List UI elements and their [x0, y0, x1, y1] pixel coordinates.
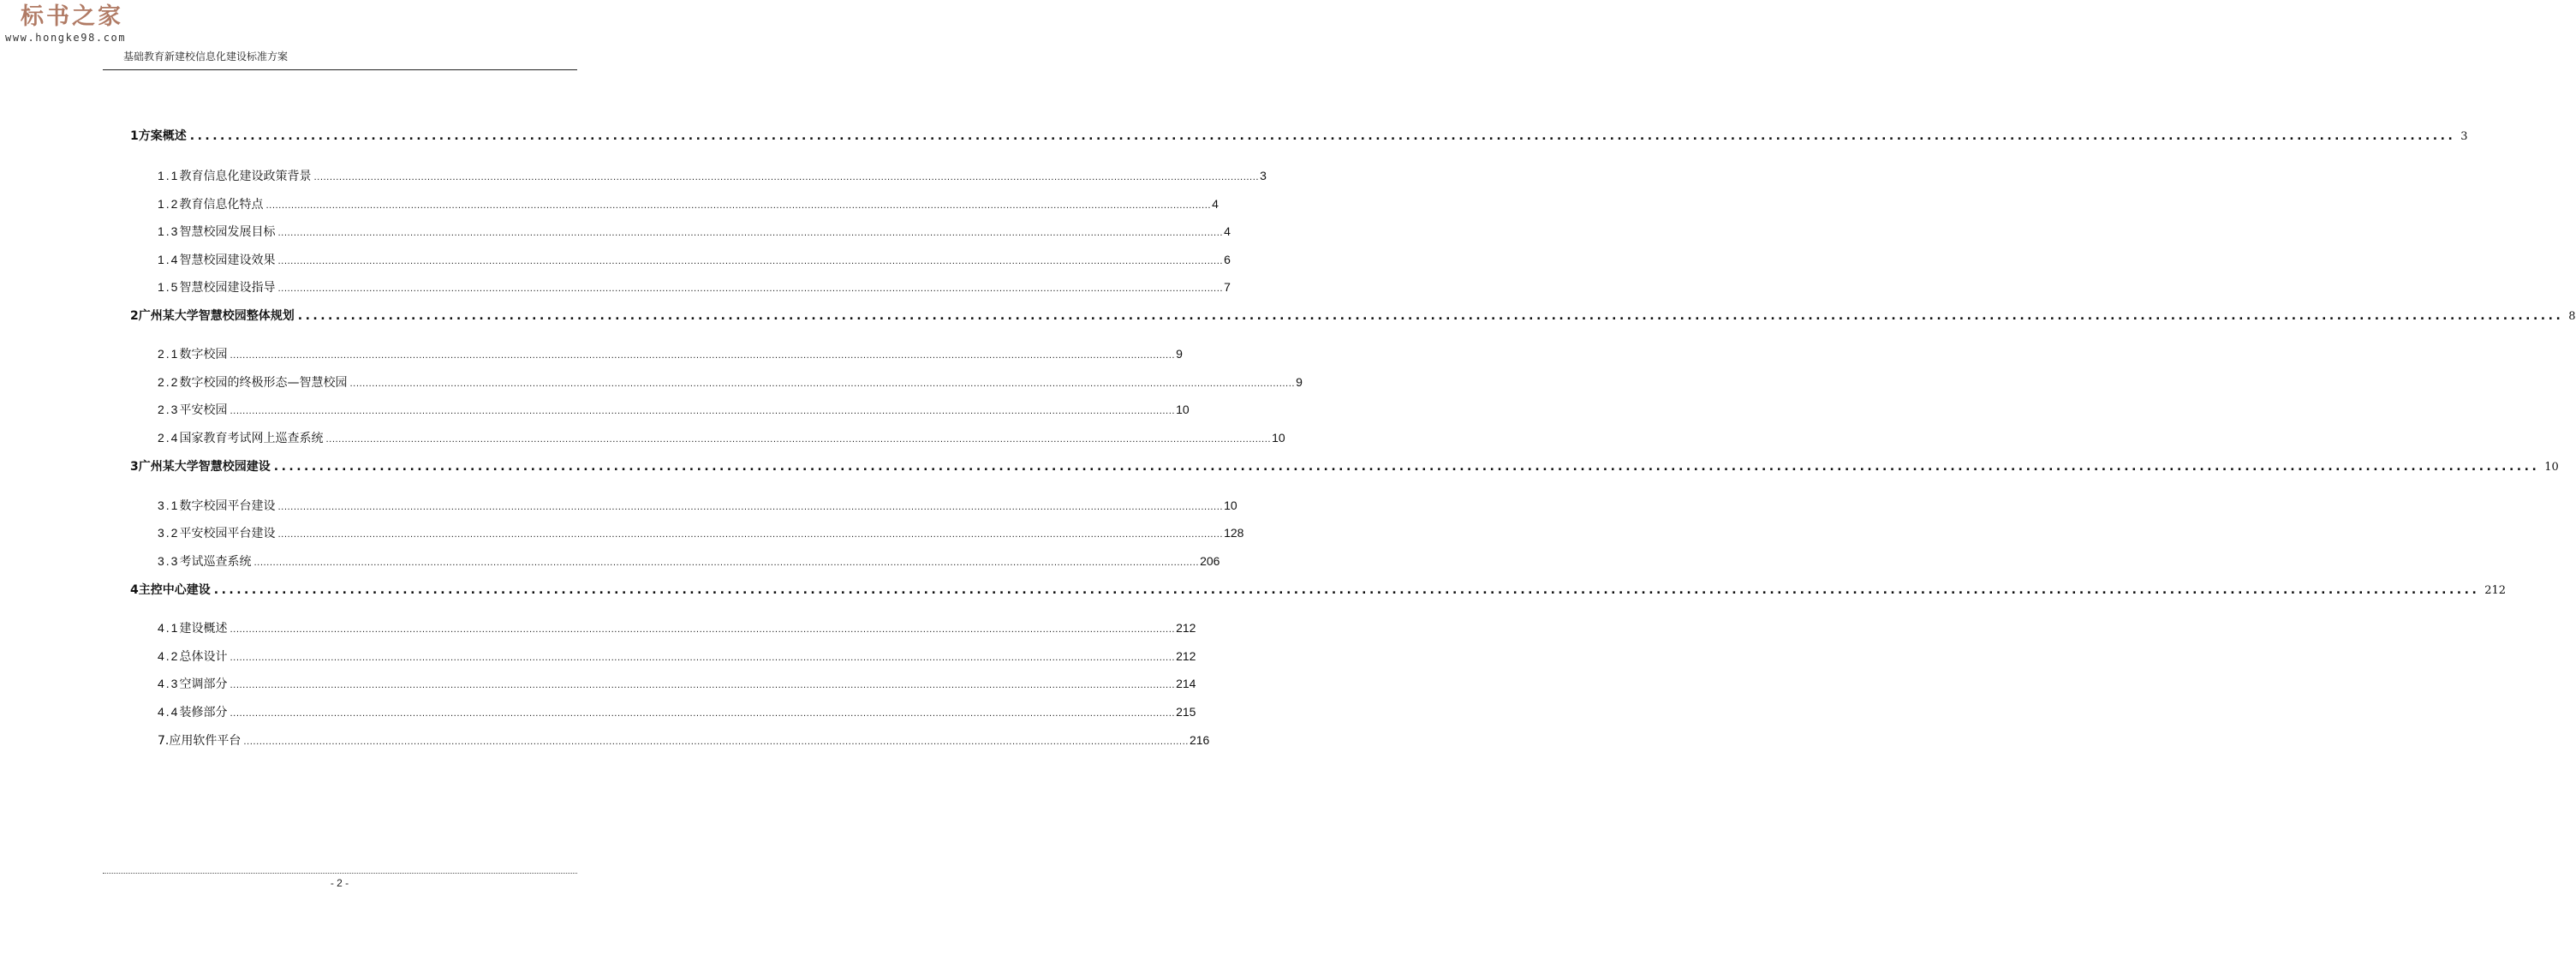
- toc-number: 4: [130, 583, 139, 597]
- toc-title: 建设概述: [179, 622, 228, 636]
- toc-entry-2-2[interactable]: [158, 373, 1303, 391]
- toc-number: 1.2: [158, 197, 180, 211]
- toc-entry-3-2[interactable]: [158, 524, 1244, 541]
- toc-entry-4-3[interactable]: [158, 675, 1196, 692]
- dot-leader: ............................................................................................................................................................................................................................................................................................................: [230, 407, 1176, 416]
- dot-leader: ............................................................................................................................................................................................................................................................................................................: [243, 737, 1189, 747]
- dot-leader: ............................................................................................................................................................................................................................................................................................................: [213, 583, 2480, 597]
- toc-page: 212: [1176, 649, 1196, 663]
- toc-page: 6: [1224, 253, 1231, 266]
- toc-number: 1.5: [158, 280, 180, 294]
- running-header: 基础教育新建校信息化建设标准方案: [123, 51, 289, 63]
- toc-entry-1-4[interactable]: [158, 251, 1231, 268]
- toc-number: 1.4: [158, 253, 180, 266]
- toc-page: 8: [2568, 310, 2576, 323]
- toc-title: 平安校园平台建设: [179, 527, 276, 540]
- toc-title: 教育信息化特点: [179, 198, 264, 212]
- dot-leader: ............................................................................................................................................................................................................................................................................................................: [189, 129, 2456, 143]
- toc-page: 7: [1224, 280, 1231, 294]
- toc-page: 9: [1296, 375, 1303, 389]
- toc-page: 9: [1176, 347, 1183, 361]
- toc-number: 2.3: [158, 403, 180, 416]
- toc-page: 128: [1224, 526, 1244, 540]
- toc-entry-4-1[interactable]: [158, 619, 1196, 636]
- dot-leader: ............................................................................................................................................................................................................................................................................................................: [253, 558, 1200, 568]
- toc-title: 7.应用软件平台: [158, 734, 242, 748]
- toc-title: 主控中心建设: [138, 583, 211, 597]
- toc-page: 216: [1189, 733, 1210, 747]
- toc-page: 212: [2484, 584, 2507, 597]
- toc-page: 4: [1224, 224, 1231, 238]
- dot-leader: ............................................................................................................................................................................................................................................................................................................: [230, 709, 1176, 719]
- toc-title: 数字校园平台建设: [179, 499, 276, 513]
- dot-leader: ............................................................................................................................................................................................................................................................................................................: [230, 625, 1176, 635]
- toc-number: 3.3: [158, 554, 180, 568]
- toc-title: 广州某大学智慧校园整体规划: [138, 309, 295, 323]
- dot-leader: ............................................................................................................................................................................................................................................................................................................: [313, 173, 1260, 182]
- dot-leader: ............................................................................................................................................................................................................................................................................................................: [297, 309, 2564, 323]
- toc-number: 4.1: [158, 621, 180, 635]
- toc-page: 206: [1200, 554, 1220, 568]
- toc-entry-3-1[interactable]: [158, 497, 1237, 514]
- toc-entry-1-3[interactable]: [158, 223, 1231, 240]
- toc-number: 2: [130, 309, 139, 323]
- dot-leader: ............................................................................................................................................................................................................................................................................................................: [277, 530, 1224, 540]
- toc-number: 2.4: [158, 431, 180, 445]
- toc-number: 1.1: [158, 169, 180, 182]
- toc-entry-1-1[interactable]: [158, 167, 1267, 184]
- dot-leader: ............................................................................................................................................................................................................................................................................................................: [230, 351, 1176, 361]
- toc-number: 2.2: [158, 375, 180, 389]
- dot-leader: ............................................................................................................................................................................................................................................................................................................: [277, 503, 1224, 512]
- toc-entry-7[interactable]: [158, 731, 1210, 749]
- toc-title: 空调部分: [179, 677, 228, 691]
- toc-entry-3-3[interactable]: [158, 552, 1220, 570]
- toc-title: 智慧校园建设指导: [179, 281, 276, 295]
- toc-page: 10: [1224, 498, 1237, 512]
- toc-title: 平安校园: [179, 403, 228, 417]
- toc-number: 4.3: [158, 677, 180, 690]
- watermark-url: www.hongke98.com: [5, 32, 127, 44]
- footer-rule: [103, 873, 577, 874]
- toc-title: 国家教育考试网上巡查系统: [179, 432, 324, 445]
- toc-entry-1-2[interactable]: [158, 195, 1219, 212]
- toc-number: 4.2: [158, 649, 180, 663]
- dot-leader: ............................................................................................................................................................................................................................................................................................................: [230, 681, 1176, 690]
- toc-entry-2-4[interactable]: [158, 429, 1285, 446]
- dot-leader: ............................................................................................................................................................................................................................................................................................................: [277, 257, 1224, 266]
- toc-page: 10: [2544, 461, 2559, 474]
- dot-leader: ............................................................................................................................................................................................................................................................................................................: [273, 460, 2540, 474]
- toc-entry-2-3[interactable]: [158, 401, 1190, 418]
- toc-page: 3: [2460, 130, 2468, 143]
- toc-number: 1.3: [158, 224, 180, 238]
- toc-title: 智慧校园发展目标: [179, 225, 276, 239]
- dot-leader: ............................................................................................................................................................................................................................................................................................................: [325, 435, 1272, 445]
- toc-entry-1[interactable]: [130, 127, 2468, 144]
- toc-title: 方案概述: [138, 129, 187, 143]
- dot-leader: ............................................................................................................................................................................................................................................................................................................: [265, 201, 1212, 211]
- page-number: - 2 -: [330, 877, 349, 889]
- toc-page: 10: [1272, 431, 1285, 445]
- toc-number: 4.4: [158, 705, 180, 719]
- toc-number: 1: [130, 129, 139, 143]
- toc-title: 考试巡查系统: [179, 555, 252, 569]
- toc-page: 10: [1176, 403, 1190, 416]
- toc-entry-3[interactable]: [130, 457, 2559, 475]
- toc-entry-4[interactable]: [130, 581, 2507, 598]
- toc-page: 212: [1176, 621, 1196, 635]
- toc-title: 总体设计: [179, 650, 228, 664]
- toc-page: 214: [1176, 677, 1196, 690]
- toc-title: 教育信息化建设政策背景: [179, 170, 312, 183]
- toc-title: 广州某大学智慧校园建设: [138, 460, 271, 474]
- watermark-name: 标书之家: [21, 3, 123, 30]
- toc-number: 2.1: [158, 347, 180, 361]
- toc-entry-2[interactable]: [130, 307, 2576, 324]
- dot-leader: ............................................................................................................................................................................................................................................................................................................: [349, 379, 1296, 389]
- dot-leader: ............................................................................................................................................................................................................................................................................................................: [277, 229, 1224, 238]
- dot-leader: ............................................................................................................................................................................................................................................................................................................: [230, 654, 1176, 663]
- toc-page: 215: [1176, 705, 1196, 719]
- toc-title: 智慧校园建设效果: [179, 254, 276, 267]
- toc-title: 装修部分: [179, 706, 228, 719]
- toc-page: 4: [1212, 197, 1219, 211]
- toc-entry-2-1[interactable]: [158, 345, 1183, 362]
- toc-title: 数字校园: [179, 348, 228, 361]
- toc-number: 3.2: [158, 526, 180, 540]
- toc-entry-4-2[interactable]: [158, 648, 1196, 665]
- toc-entry-1-5[interactable]: [158, 278, 1231, 295]
- toc-number: 3: [130, 460, 139, 474]
- dot-leader: ............................................................................................................................................................................................................................................................................................................: [277, 284, 1224, 294]
- toc-page: 3: [1260, 169, 1267, 182]
- toc-title: 数字校园的终极形态—智慧校园: [179, 376, 348, 390]
- toc-entry-4-4[interactable]: [158, 703, 1196, 720]
- toc-number: 3.1: [158, 498, 180, 512]
